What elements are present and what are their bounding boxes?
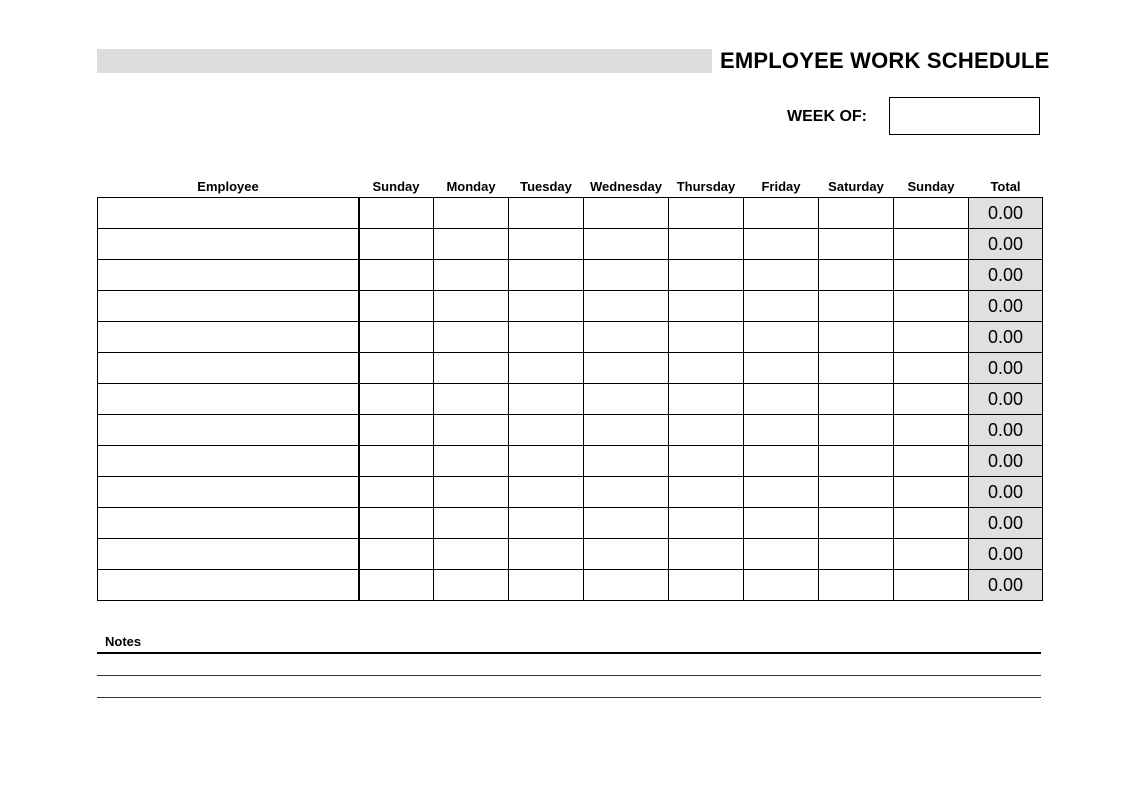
- day-hours-cell[interactable]: [359, 291, 434, 322]
- day-hours-cell[interactable]: [509, 322, 584, 353]
- employee-cell[interactable]: [98, 198, 359, 229]
- day-hours-cell[interactable]: [819, 229, 894, 260]
- day-hours-cell[interactable]: [744, 291, 819, 322]
- day-hours-cell[interactable]: [744, 446, 819, 477]
- day-hours-cell[interactable]: [669, 508, 744, 539]
- column-header: Monday: [446, 179, 496, 194]
- day-hours-cell[interactable]: [359, 446, 434, 477]
- day-hours-cell[interactable]: [744, 260, 819, 291]
- column-header: Total: [990, 179, 1021, 194]
- day-hours-cell[interactable]: [584, 353, 669, 384]
- column-header: Tuesday: [520, 179, 572, 194]
- day-hours-cell[interactable]: [584, 446, 669, 477]
- day-hours-cell[interactable]: [584, 384, 669, 415]
- title-bar: [97, 49, 712, 73]
- column-header: Saturday: [828, 179, 884, 194]
- day-hours-cell[interactable]: [434, 322, 509, 353]
- day-hours-cell[interactable]: [509, 229, 584, 260]
- day-hours-cell[interactable]: [894, 570, 969, 601]
- day-hours-cell[interactable]: [894, 291, 969, 322]
- day-hours-cell[interactable]: [894, 229, 969, 260]
- employee-cell[interactable]: [98, 229, 359, 260]
- day-hours-cell[interactable]: [359, 260, 434, 291]
- day-hours-cell[interactable]: [669, 229, 744, 260]
- total-cell: 0.00: [969, 508, 1043, 539]
- total-cell: 0.00: [969, 353, 1043, 384]
- day-hours-cell[interactable]: [434, 415, 509, 446]
- day-hours-cell[interactable]: [584, 539, 669, 570]
- day-hours-cell[interactable]: [434, 198, 509, 229]
- day-hours-cell[interactable]: [359, 477, 434, 508]
- day-hours-cell[interactable]: [509, 508, 584, 539]
- day-hours-cell[interactable]: [584, 415, 669, 446]
- day-hours-cell[interactable]: [744, 508, 819, 539]
- day-hours-cell[interactable]: [894, 508, 969, 539]
- day-hours-cell[interactable]: [894, 260, 969, 291]
- employee-cell[interactable]: [98, 384, 359, 415]
- day-hours-cell[interactable]: [894, 446, 969, 477]
- day-hours-cell[interactable]: [744, 198, 819, 229]
- table-row: [98, 229, 1043, 260]
- day-hours-cell[interactable]: [669, 322, 744, 353]
- total-cell: 0.00: [969, 260, 1043, 291]
- day-hours-cell[interactable]: [509, 446, 584, 477]
- day-hours-cell[interactable]: [669, 446, 744, 477]
- day-hours-cell[interactable]: [819, 322, 894, 353]
- total-cell: 0.00: [969, 415, 1043, 446]
- day-hours-cell[interactable]: [894, 353, 969, 384]
- employee-cell[interactable]: [98, 415, 359, 446]
- total-cell: 0.00: [969, 291, 1043, 322]
- day-hours-cell[interactable]: [359, 198, 434, 229]
- day-hours-cell[interactable]: [434, 539, 509, 570]
- day-hours-cell[interactable]: [509, 291, 584, 322]
- day-hours-cell[interactable]: [669, 539, 744, 570]
- notes-line[interactable]: [97, 675, 1041, 676]
- day-hours-cell[interactable]: [359, 229, 434, 260]
- employee-cell[interactable]: [98, 570, 359, 601]
- day-hours-cell[interactable]: [819, 570, 894, 601]
- day-hours-cell[interactable]: [359, 508, 434, 539]
- day-hours-cell[interactable]: [434, 229, 509, 260]
- day-hours-cell[interactable]: [894, 539, 969, 570]
- notes-line[interactable]: [97, 697, 1041, 698]
- day-hours-cell[interactable]: [744, 570, 819, 601]
- day-hours-cell[interactable]: [744, 477, 819, 508]
- table-row: [98, 260, 1043, 291]
- day-hours-cell[interactable]: [584, 260, 669, 291]
- day-hours-cell[interactable]: [584, 570, 669, 601]
- day-hours-cell[interactable]: [509, 384, 584, 415]
- day-hours-cell[interactable]: [509, 539, 584, 570]
- day-hours-cell[interactable]: [434, 446, 509, 477]
- total-cell: 0.00: [969, 570, 1043, 601]
- table-row: [98, 570, 1043, 601]
- day-hours-cell[interactable]: [584, 477, 669, 508]
- day-hours-cell[interactable]: [669, 570, 744, 601]
- day-hours-cell[interactable]: [359, 322, 434, 353]
- day-hours-cell[interactable]: [744, 353, 819, 384]
- schedule-table: [97, 168, 1043, 601]
- total-cell: 0.00: [969, 446, 1043, 477]
- day-hours-cell[interactable]: [584, 291, 669, 322]
- day-hours-cell[interactable]: [584, 508, 669, 539]
- notes-line[interactable]: [97, 652, 1041, 654]
- table-header-row: [98, 168, 1043, 198]
- day-hours-cell[interactable]: [819, 415, 894, 446]
- employee-cell[interactable]: [98, 446, 359, 477]
- day-hours-cell[interactable]: [669, 198, 744, 229]
- day-hours-cell[interactable]: [584, 322, 669, 353]
- notes-label: Notes: [105, 634, 142, 649]
- page-title: EMPLOYEE WORK SCHEDULE: [720, 48, 1050, 73]
- table-row: [98, 384, 1043, 415]
- day-hours-cell[interactable]: [819, 477, 894, 508]
- table-row: [98, 291, 1043, 322]
- day-hours-cell[interactable]: [509, 260, 584, 291]
- day-hours-cell[interactable]: [509, 415, 584, 446]
- table-row: [98, 539, 1043, 570]
- day-hours-cell[interactable]: [434, 570, 509, 601]
- total-cell: 0.00: [969, 539, 1043, 570]
- total-cell: 0.00: [969, 229, 1043, 260]
- day-hours-cell[interactable]: [819, 198, 894, 229]
- column-header: Wednesday: [589, 179, 662, 194]
- day-hours-cell[interactable]: [359, 570, 434, 601]
- day-hours-cell[interactable]: [359, 353, 434, 384]
- day-hours-cell[interactable]: [509, 198, 584, 229]
- day-hours-cell[interactable]: [359, 415, 434, 446]
- table-row: [98, 508, 1043, 539]
- day-hours-cell[interactable]: [584, 198, 669, 229]
- day-hours-cell[interactable]: [819, 353, 894, 384]
- day-hours-cell[interactable]: [434, 260, 509, 291]
- column-header: Sunday: [372, 179, 420, 194]
- employee-cell[interactable]: [98, 260, 359, 291]
- day-hours-cell[interactable]: [359, 384, 434, 415]
- column-header: Employee: [197, 179, 259, 194]
- day-hours-cell[interactable]: [434, 353, 509, 384]
- day-hours-cell[interactable]: [894, 477, 969, 508]
- day-hours-cell[interactable]: [434, 477, 509, 508]
- total-cell: 0.00: [969, 477, 1043, 508]
- table-row: [98, 198, 1043, 229]
- day-hours-cell[interactable]: [584, 229, 669, 260]
- day-hours-cell[interactable]: [669, 384, 744, 415]
- day-hours-cell[interactable]: [744, 384, 819, 415]
- day-hours-cell[interactable]: [509, 570, 584, 601]
- table-row: [98, 353, 1043, 384]
- day-hours-cell[interactable]: [669, 260, 744, 291]
- day-hours-cell[interactable]: [894, 384, 969, 415]
- day-hours-cell[interactable]: [894, 198, 969, 229]
- column-header: Sunday: [907, 179, 955, 194]
- employee-cell[interactable]: [98, 353, 359, 384]
- day-hours-cell[interactable]: [509, 477, 584, 508]
- day-hours-cell[interactable]: [819, 384, 894, 415]
- day-hours-cell[interactable]: [819, 446, 894, 477]
- column-header: Friday: [761, 179, 801, 194]
- table-row: [98, 446, 1043, 477]
- table-row: [98, 415, 1043, 446]
- employee-cell[interactable]: [98, 477, 359, 508]
- day-hours-cell[interactable]: [819, 260, 894, 291]
- day-hours-cell[interactable]: [744, 539, 819, 570]
- day-hours-cell[interactable]: [744, 415, 819, 446]
- employee-cell[interactable]: [98, 322, 359, 353]
- employee-cell[interactable]: [98, 291, 359, 322]
- week-of-label: WEEK OF:: [787, 108, 867, 125]
- day-hours-cell[interactable]: [434, 508, 509, 539]
- day-hours-cell[interactable]: [669, 353, 744, 384]
- employee-cell[interactable]: [98, 508, 359, 539]
- column-header: Thursday: [676, 179, 736, 194]
- total-cell: 0.00: [969, 384, 1043, 415]
- day-hours-cell[interactable]: [819, 291, 894, 322]
- day-hours-cell[interactable]: [359, 539, 434, 570]
- day-hours-cell[interactable]: [819, 539, 894, 570]
- day-hours-cell[interactable]: [744, 229, 819, 260]
- day-hours-cell[interactable]: [744, 322, 819, 353]
- day-hours-cell[interactable]: [509, 353, 584, 384]
- week-of-field[interactable]: [889, 97, 1040, 135]
- day-hours-cell[interactable]: [669, 477, 744, 508]
- table-row: [98, 322, 1043, 353]
- day-hours-cell[interactable]: [434, 384, 509, 415]
- total-cell: 0.00: [969, 322, 1043, 353]
- day-hours-cell[interactable]: [894, 322, 969, 353]
- day-hours-cell[interactable]: [894, 415, 969, 446]
- total-cell: 0.00: [969, 198, 1043, 229]
- employee-cell[interactable]: [98, 539, 359, 570]
- table-row: [98, 477, 1043, 508]
- day-hours-cell[interactable]: [434, 291, 509, 322]
- day-hours-cell[interactable]: [669, 415, 744, 446]
- day-hours-cell[interactable]: [819, 508, 894, 539]
- day-hours-cell[interactable]: [669, 291, 744, 322]
